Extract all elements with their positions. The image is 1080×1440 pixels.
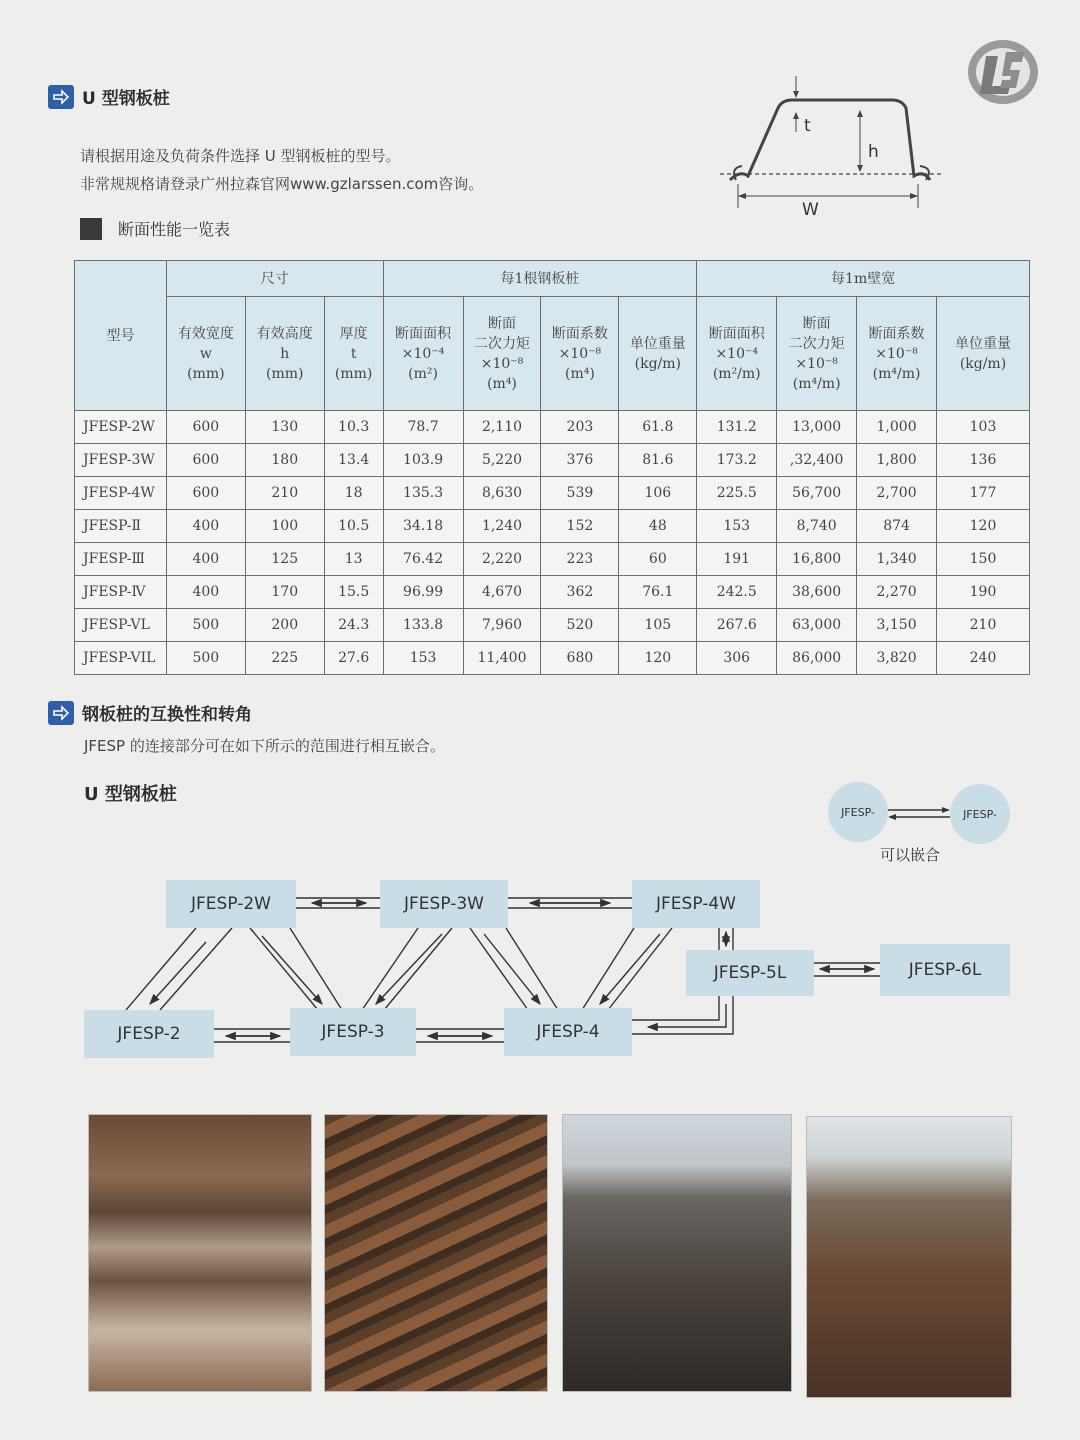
table-subtitle [80, 217, 230, 240]
header-col-6 [541, 297, 619, 411]
legend-node-right: JFESP- [950, 784, 1010, 844]
header-col-line: (kg/m) [634, 355, 681, 372]
intro-line-1: 请根据用途及负荷条件选择 U 型钢板桩的型号。 [80, 147, 401, 165]
table-cell: 4,670 [463, 576, 541, 609]
thickness-label: t [804, 116, 811, 136]
header-col-line: 断面 [487, 315, 516, 332]
table-row [75, 576, 1030, 609]
table-cell: 200 [245, 609, 324, 642]
table-cell: 153 [383, 642, 463, 675]
header-col-5 [463, 297, 541, 411]
table-cell: 306 [697, 642, 777, 675]
table-cell: 56,700 [777, 477, 857, 510]
table-cell: 34.18 [383, 510, 463, 543]
table-cell: 10.5 [324, 510, 383, 543]
header-size: 尺寸 [166, 261, 383, 297]
table-cell: 2,220 [463, 543, 541, 576]
table-cell: 136 [937, 444, 1030, 477]
table-cell: 15.5 [324, 576, 383, 609]
header-col-11 [937, 297, 1030, 411]
table-cell: 240 [937, 642, 1030, 675]
arrow-right-icon [48, 701, 74, 725]
table-cell: 18 [324, 477, 383, 510]
photo-sheet-pile-stack-2 [324, 1114, 548, 1392]
photo-sheet-pile-yard [562, 1114, 792, 1392]
table-cell: 125 [245, 543, 324, 576]
node-jfesp-2w: JFESP-2W [166, 880, 296, 928]
node-jfesp-2: JFESP-2 [84, 1010, 214, 1058]
header-col-line: ×10⁻⁸ [795, 355, 838, 372]
table-row [75, 609, 1030, 642]
header-col-line: 单位重量 [629, 335, 686, 352]
table-cell: 106 [619, 477, 697, 510]
table-cell: 267.6 [697, 609, 777, 642]
table-cell: 177 [937, 477, 1030, 510]
table-cell: 190 [937, 576, 1030, 609]
table-cell: 600 [166, 411, 245, 444]
table-cell: 61.8 [619, 411, 697, 444]
node-jfesp-3: JFESP-3 [290, 1008, 416, 1056]
table-cell: 520 [541, 609, 619, 642]
header-col-line: (m⁴) [487, 375, 517, 392]
header-col-4 [383, 297, 463, 411]
table-cell: 400 [166, 510, 245, 543]
header-col-line: 单位重量 [955, 335, 1011, 352]
table-cell: 8,740 [777, 510, 857, 543]
table-subtitle-text: 断面性能一览表 [118, 220, 231, 239]
table-cell: 500 [166, 642, 245, 675]
table-cell: 1,000 [857, 411, 937, 444]
table-cell: 680 [541, 642, 619, 675]
table-body [75, 411, 1030, 675]
table-cell: 242.5 [697, 576, 777, 609]
model-cell: JFESP-Ⅲ [75, 543, 167, 576]
table-cell: 78.7 [383, 411, 463, 444]
table-cell: 135.3 [383, 477, 463, 510]
table-cell: 210 [245, 477, 324, 510]
table-cell: 152 [541, 510, 619, 543]
section-header [48, 84, 170, 109]
header-col-3 [324, 297, 383, 411]
model-cell: JFESP-Ⅳ [75, 576, 167, 609]
header-col-line: 断面系数 [868, 325, 925, 342]
table-cell: 2,110 [463, 411, 541, 444]
header-col-line: ×10⁻⁸ [558, 345, 602, 362]
table-cell: 120 [619, 642, 697, 675]
width-label: W [802, 200, 819, 220]
double-arrow-icon [886, 802, 952, 826]
table-cell: 48 [619, 510, 697, 543]
intro-text [80, 142, 483, 198]
table-cell: 11,400 [463, 642, 541, 675]
table-cell: 133.8 [383, 609, 463, 642]
intro-line-2: 非常规规格请登录广州拉森官网www.gzlarssen.com咨询。 [80, 175, 484, 193]
header-col-line: (mm) [266, 365, 304, 382]
legend [828, 782, 1012, 868]
header-col-line: 二次力矩 [473, 335, 530, 352]
table-cell: 600 [166, 477, 245, 510]
table-row [75, 510, 1030, 543]
header-col-line: ×10⁻⁸ [875, 345, 918, 362]
table-cell: 100 [245, 510, 324, 543]
table-cell: 10.3 [324, 411, 383, 444]
table-cell: 24.3 [324, 609, 383, 642]
diagram-subtitle: U 型钢板桩 [84, 784, 177, 805]
table-cell: 63,000 [777, 609, 857, 642]
legend-node-left: JFESP- [828, 782, 888, 842]
photo-sheet-pile-row [806, 1116, 1012, 1398]
model-cell: JFESP-VL [75, 609, 167, 642]
table-row [75, 543, 1030, 576]
header-col-line: (m⁴/m) [872, 365, 921, 382]
header-col-line: ×10⁻⁸ [480, 355, 524, 372]
header-model: 型号 [75, 261, 167, 411]
table-row [75, 477, 1030, 510]
table-row [75, 642, 1030, 675]
table-cell: 76.42 [383, 543, 463, 576]
table-cell: 173.2 [697, 444, 777, 477]
table-cell: 81.6 [619, 444, 697, 477]
table-cell: 539 [541, 477, 619, 510]
table-cell: 120 [937, 510, 1030, 543]
header-col-line: 断面系数 [551, 325, 608, 342]
table-cell: 27.6 [324, 642, 383, 675]
header-columns-row [75, 297, 1030, 411]
table-cell: 7,960 [463, 609, 541, 642]
node-jfesp-3w: JFESP-3W [380, 880, 508, 928]
header-col-line: 有效高度 [256, 325, 313, 342]
table-cell: 131.2 [697, 411, 777, 444]
table-cell: 103 [937, 411, 1030, 444]
table-cell: 5,220 [463, 444, 541, 477]
table-row [75, 411, 1030, 444]
legend-caption: 可以嵌合 [880, 846, 941, 864]
header-col-line: 断面面积 [395, 325, 452, 342]
model-cell: JFESP-2W [75, 411, 167, 444]
node-jfesp-4: JFESP-4 [504, 1008, 632, 1056]
table-cell: 600 [166, 444, 245, 477]
table-cell: 60 [619, 543, 697, 576]
table-cell: 362 [541, 576, 619, 609]
table-cell: 210 [937, 609, 1030, 642]
table-cell: 13,000 [777, 411, 857, 444]
cross-section-diagram [716, 72, 946, 222]
table-cell: 225.5 [697, 477, 777, 510]
table-cell: 3,820 [857, 642, 937, 675]
header-col-line: w [199, 345, 212, 362]
header-col-line: (m⁴) [565, 365, 595, 382]
section-2-description: JFESP 的连接部分可在如下所示的范围进行相互嵌合。 [84, 737, 445, 755]
header-col-line: h [280, 345, 290, 362]
company-logo [966, 38, 1040, 106]
table-cell: 153 [697, 510, 777, 543]
table-cell: 170 [245, 576, 324, 609]
square-bullet-icon [80, 218, 102, 240]
table-cell: 2,270 [857, 576, 937, 609]
table-cell: 400 [166, 576, 245, 609]
header-col-line: 断面面积 [708, 325, 765, 342]
header-per-pile: 每1根钢板桩 [383, 261, 697, 297]
header-col-line: 断面 [802, 315, 831, 332]
header-col-line: (m²) [408, 365, 438, 382]
section-header-2 [48, 700, 252, 725]
table-cell: 150 [937, 543, 1030, 576]
header-col-line: ×10⁻⁴ [401, 345, 445, 362]
table-cell: 103.9 [383, 444, 463, 477]
table-cell: 180 [245, 444, 324, 477]
table-cell: 1,340 [857, 543, 937, 576]
header-col-line: 二次力矩 [788, 335, 845, 352]
header-col-7 [619, 297, 697, 411]
header-col-line: (m²/m) [712, 365, 761, 382]
table-cell: 96.99 [383, 576, 463, 609]
table-cell: 13.4 [324, 444, 383, 477]
table-cell: 1,800 [857, 444, 937, 477]
table-cell: 86,000 [777, 642, 857, 675]
table-cell: 76.1 [619, 576, 697, 609]
model-cell: JFESP-4W [75, 477, 167, 510]
table-cell: 13 [324, 543, 383, 576]
header-col-9 [777, 297, 857, 411]
table-cell: 225 [245, 642, 324, 675]
table-cell: 223 [541, 543, 619, 576]
model-cell: JFESP-Ⅱ [75, 510, 167, 543]
node-jfesp-5l: JFESP-5L [686, 950, 814, 996]
table-cell: 2,700 [857, 477, 937, 510]
model-cell: JFESP-3W [75, 444, 167, 477]
header-col-1 [166, 297, 245, 411]
node-jfesp-6l: JFESP-6L [880, 944, 1010, 996]
header-col-line: (mm) [334, 365, 373, 382]
arrow-right-icon [48, 85, 74, 109]
header-per-meter: 每1m壁宽 [697, 261, 1030, 297]
header-col-10 [857, 297, 937, 411]
table-cell: 1,240 [463, 510, 541, 543]
table-cell: 500 [166, 609, 245, 642]
table-cell: 105 [619, 609, 697, 642]
model-cell: JFESP-VIL [75, 642, 167, 675]
section-title-2: 钢板桩的互换性和转角 [82, 705, 252, 725]
header-col-8 [697, 297, 777, 411]
header-col-line: (mm) [187, 365, 225, 382]
table-cell: 191 [697, 543, 777, 576]
height-label: h [868, 142, 879, 162]
header-col-2 [245, 297, 324, 411]
table-cell: 3,150 [857, 609, 937, 642]
header-col-line: (kg/m) [959, 355, 1007, 372]
header-col-line: ×10⁻⁴ [715, 345, 758, 362]
table-cell: 376 [541, 444, 619, 477]
photo-sheet-pile-stack-1 [88, 1114, 312, 1392]
table-cell: 400 [166, 543, 245, 576]
table-cell: 38,600 [777, 576, 857, 609]
spec-table [74, 260, 1030, 675]
header-col-line: (m⁴/m) [792, 375, 841, 392]
table-cell: ,32,400 [777, 444, 857, 477]
table-cell: 874 [857, 510, 937, 543]
header-col-line: 厚度 [339, 325, 368, 342]
table-cell: 203 [541, 411, 619, 444]
node-jfesp-4w: JFESP-4W [632, 880, 760, 928]
table-cell: 130 [245, 411, 324, 444]
header-col-line: t [350, 345, 357, 362]
table-cell: 8,630 [463, 477, 541, 510]
section-title: U 型钢板桩 [82, 89, 170, 109]
header-col-line: 有效宽度 [177, 325, 234, 342]
table-cell: 16,800 [777, 543, 857, 576]
table-row [75, 444, 1030, 477]
